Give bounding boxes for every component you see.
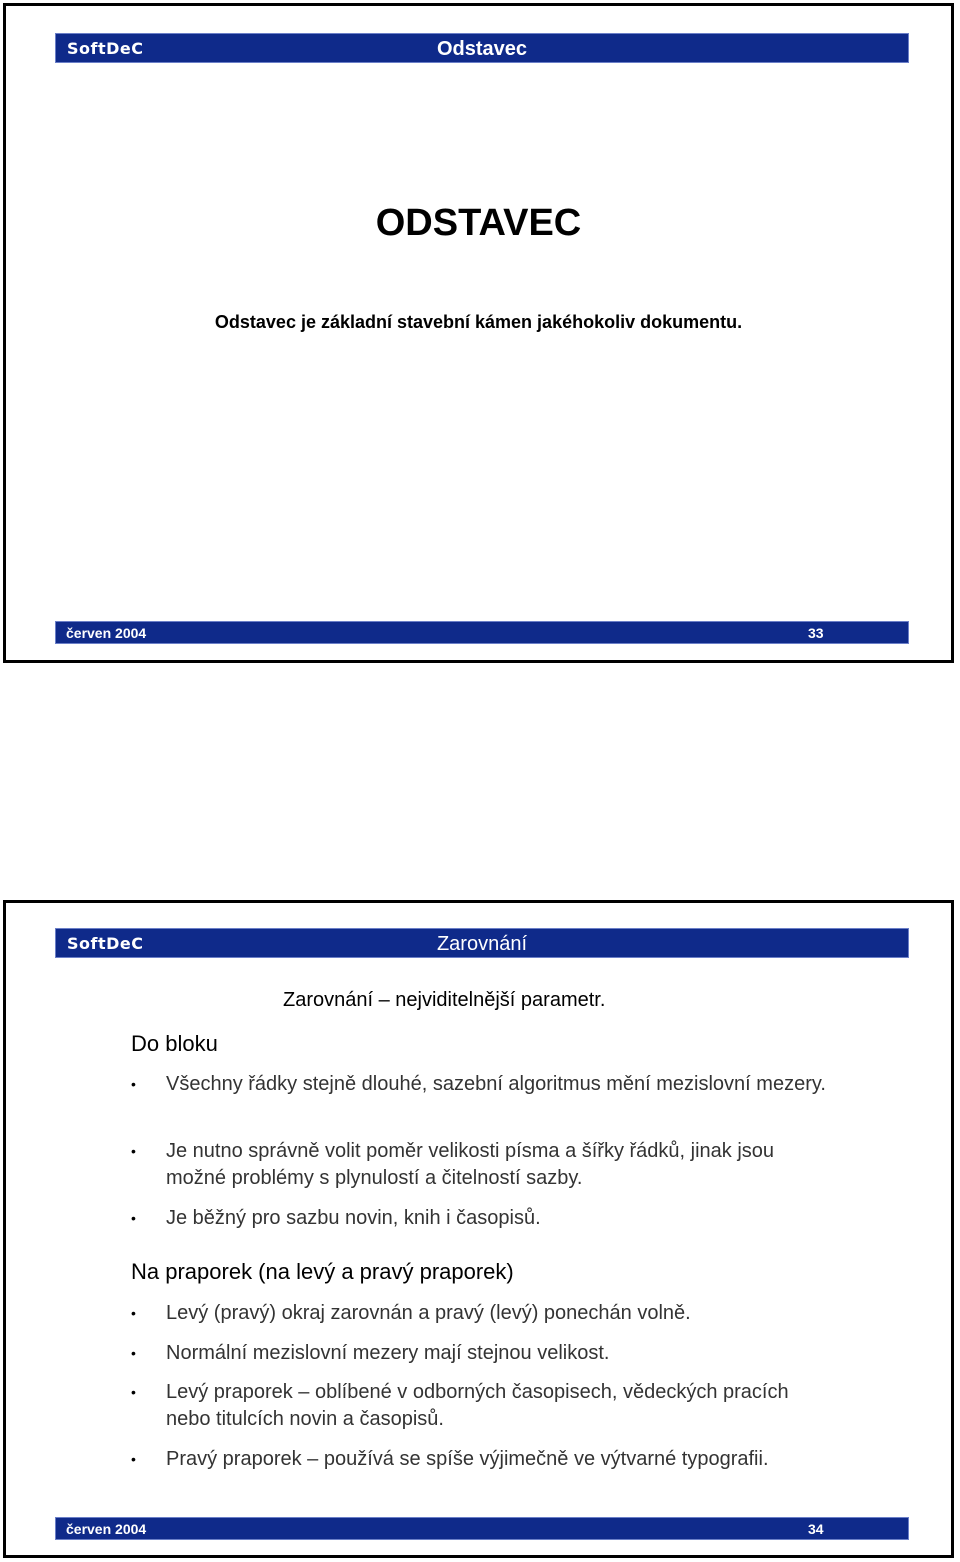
list-item [131, 1071, 831, 1098]
slide-footer-bar [55, 1517, 909, 1540]
slide-header-bar [55, 33, 909, 63]
list-item [131, 1205, 831, 1232]
list-item-text: Levý (pravý) okraj zarovnán a pravý (levý) ponechán volně. [166, 1302, 691, 1324]
softdec-logo: SoftDeC [67, 39, 144, 58]
list-item-text: Všechny řádky stejně dlouhé, sazební algoritmus mění mezislovní mezery. [166, 1073, 826, 1095]
section-heading-ragged: Na praporek (na levý a pravý praporek) [131, 1259, 514, 1284]
slide-footer-bar [55, 621, 909, 644]
list-item-text: Pravý praporek – používá se spíše výjimečně ve výtvarné typografii. [166, 1448, 769, 1470]
intro-text: Zarovnání – nejviditelnější parametr. [283, 989, 606, 1011]
list-item [131, 1340, 831, 1367]
softdec-logo: SoftDeC [67, 934, 144, 953]
page-number: 34 [808, 1521, 824, 1537]
slide-33 [3, 3, 954, 663]
slide-title: ODSTAVEC [375, 202, 582, 244]
bullet-icon: • [131, 1076, 136, 1092]
bullet-icon: • [131, 1210, 136, 1226]
bullet-icon: • [131, 1384, 136, 1400]
bullet-icon: • [131, 1305, 136, 1321]
slide-header-title: Odstavec [436, 38, 528, 60]
list-item [131, 1446, 831, 1473]
slide-subtitle: Odstavec je základní stavební kámen jakéhokoliv dokumentu. [214, 312, 743, 332]
bullet-icon: • [131, 1345, 136, 1361]
slide-header-title: Zarovnání [436, 933, 528, 955]
bullet-icon: • [131, 1451, 136, 1467]
page-number: 33 [808, 625, 824, 641]
list-item [131, 1138, 831, 1192]
list-item-text: Je nutno správně volit poměr velikosti písma a šířky řádků, jinak jsou možné problémy s plynulostí a čitelností sazby. [166, 1140, 775, 1189]
slide-34 [3, 900, 954, 1558]
list-item [131, 1300, 831, 1327]
bullet-icon: • [131, 1143, 136, 1159]
footer-date: červen 2004 [66, 1521, 147, 1537]
list-item-text: Levý praporek – oblíbené v odborných časopisech, vědeckých pracích nebo titulcích novin a časopisů. [166, 1381, 789, 1430]
list-item [131, 1379, 831, 1433]
section-heading-block: Do bloku [131, 1031, 218, 1056]
slide-header-bar [55, 928, 909, 958]
list-item-text: Je běžný pro sazbu novin, knih i časopisů. [166, 1207, 541, 1229]
list-item-text: Normální mezislovní mezery mají stejnou velikost. [166, 1342, 610, 1364]
footer-date: červen 2004 [66, 625, 147, 641]
